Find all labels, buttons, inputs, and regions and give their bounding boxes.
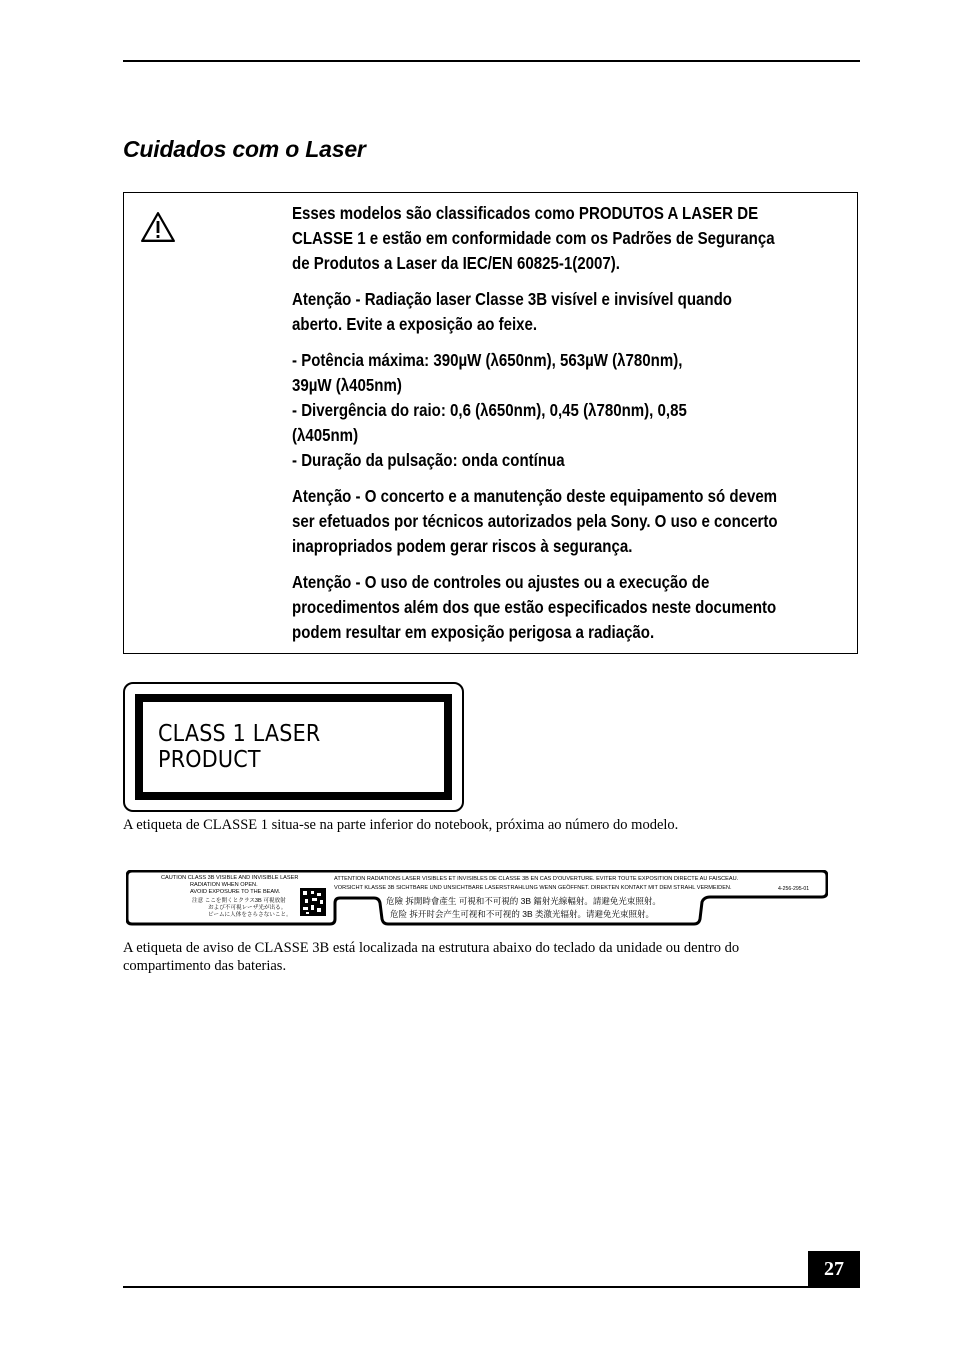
text-line: de Produtos a Laser da IEC/EN 60825-1(2007). [292,253,620,273]
text-line: Atenção - Radiação laser Classe 3B visível e invisível quando [292,289,732,309]
warning-text [292,201,852,656]
text-line: - Duração da pulsação: onda contínua [292,450,565,470]
text-line: procedimentos além dos que estão especificados neste documento [292,597,777,617]
text-line: aberto. Evite a exposição ao feixe. [292,314,538,334]
label-left-line: 注意 ここを開くとクラス3B 可視放射 [192,898,286,904]
label-chinese-traditional: 危險 拆開時會產生 可視和不可視的 3B 鐳射光線輻射。請避免光束照射。 [386,896,661,906]
label-right-line-de: VORSICHT KLASSE 3B SICHTBARE UND UNSICHTBARE LASERSTRAHLUNG WENN GEÖFFNET. DIREKTEN KONTAKT MIT DEM STRAHL VERMEIDEN. [334,885,732,891]
section-title: Cuidados com o Laser [123,136,366,162]
bottom-rule [123,1286,860,1288]
text-line: - Potência máxima: 390µW (λ650nm), 563µW (λ780nm), [292,350,683,370]
label-left-line: AVOID EXPOSURE TO THE BEAM. [190,889,281,895]
class1-label-frame [135,694,452,800]
class1-caption: A etiqueta de CLASSE 1 situa-se na parte inferior do notebook, próxima ao número do modelo. [123,817,679,833]
datamatrix-code-icon [300,888,326,916]
text-line: 39µW (λ405nm) [292,375,402,395]
class3b-caption [123,939,843,975]
label-right-line-fr: ATTENTION RADIATIONS LASER VISIBLES ET INVISIBLES DE CLASSE 3B EN CAS D'OUVERTURE. EVITER TOUTE EXPOSITION DIRECTE AU FAISCEAU. [334,876,739,882]
label-part-number: 4-256-295-01 [778,886,810,892]
class3b-warning-label [126,870,828,926]
class1-laser-label [123,682,464,812]
text-line: ser efetuados por técnicos autorizados pela Sony. O uso e concerto [292,511,778,531]
warning-paragraph-service [292,484,852,559]
laser-warning-box [123,192,858,654]
label-left-line: CAUTION CLASS 3B VISIBLE AND INVISIBLE LASER [161,875,299,881]
top-rule [123,60,860,62]
text-line: (λ405nm) [292,425,359,445]
text-line: Atenção - O concerto e a manutenção deste equipamento só devem [292,486,778,506]
warning-paragraph-specs [292,348,852,473]
class3b-label-graphic [126,870,828,926]
text-line: - Divergência do raio: 0,6 (λ650nm), 0,45 (λ780nm), 0,85 [292,400,687,420]
caption-line: A etiqueta de aviso de CLASSE 3B está localizada na estrutura abaixo do teclado da unidade ou dentro do [123,940,740,956]
text-line: podem resultar em exposição perigosa a radiação. [292,622,655,642]
warning-paragraph-radiation [292,287,852,337]
label-left-line: ビームに人体をさらさないこと。 [208,912,292,918]
text-line: Atenção - O uso de controles ou ajustes ou a execução de [292,572,710,592]
text-line: inapropriados podem gerar riscos à segurança. [292,536,633,556]
text-line: CLASSE 1 e estão em conformidade com os Padrões de Segurança [292,228,775,248]
page-number: 27 [808,1251,860,1287]
label-left-line: および不可視レーザ光が出る。 [208,905,287,911]
class1-label-text: CLASS 1 LASER PRODUCT [158,721,321,773]
warning-paragraph-controls [292,570,852,645]
caption-line: compartimento das baterias. [123,958,287,974]
label-left-line: RADIATION WHEN OPEN. [190,882,258,888]
text-line: Esses modelos são classificados como PRODUTOS A LASER DE [292,203,759,223]
warning-paragraph-classification [292,201,852,276]
warning-triangle-icon [140,211,176,243]
label-chinese-simplified: 危险 拆开时会产生可视和不可视的 3B 类激光辐射。请避免光束照射。 [390,909,654,919]
